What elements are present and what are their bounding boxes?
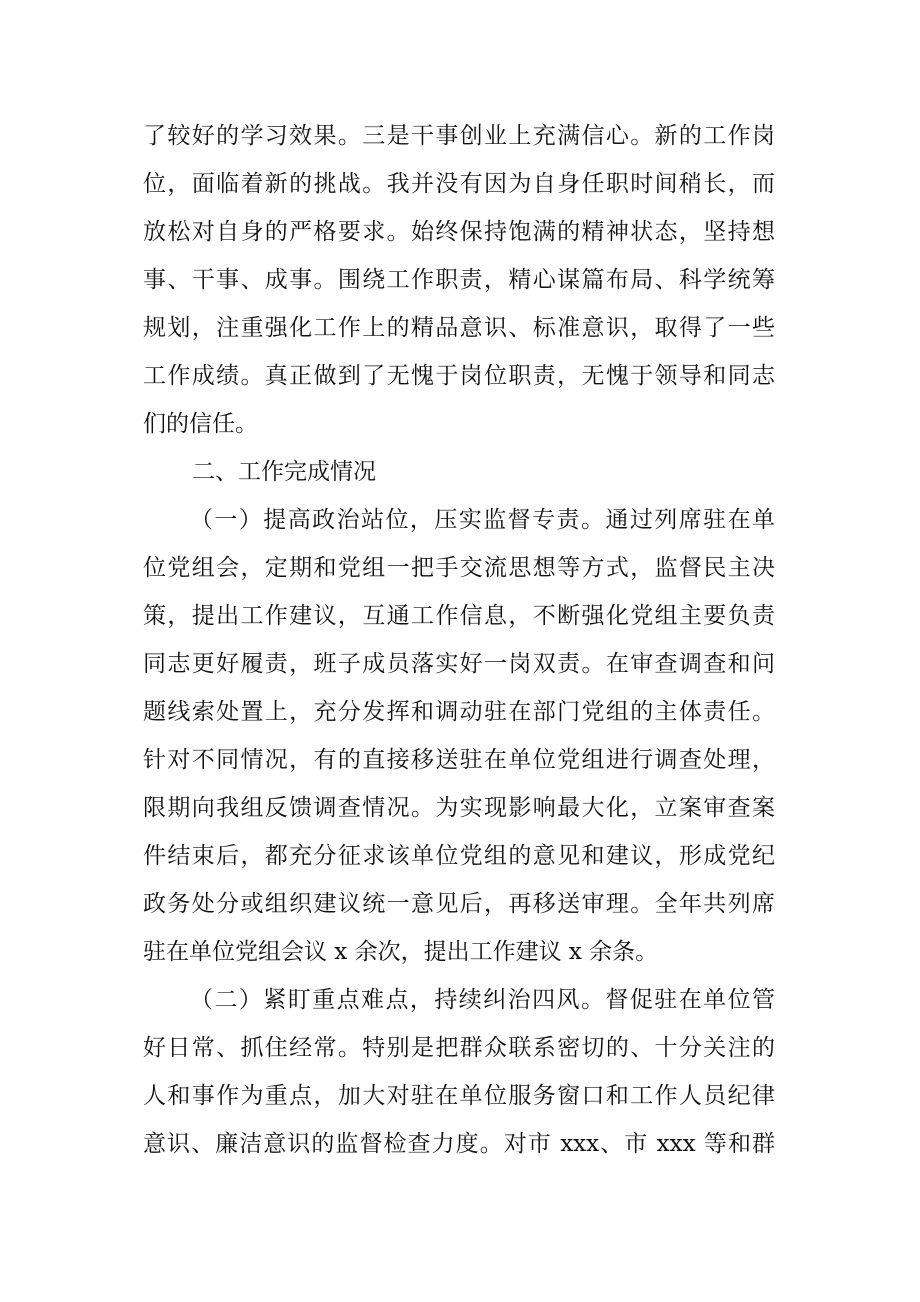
text-line: 事、干事、成事。围绕工作职责，精心谋篇布局、科学统筹 — [143, 267, 775, 293]
text-line: 人和事作为重点，加大对驻在单位服务窗口和工作人员纪律 — [143, 1083, 775, 1109]
text-line: 们的信任。 — [143, 411, 258, 437]
text-line: 针对不同情况，有的直接移送驻在单位党组进行调查处理， — [143, 747, 775, 773]
text-line: 位党组会，定期和党组一把手交流思想等方式，监督民主决 — [143, 555, 775, 581]
text-line: 题线索处置上，充分发挥和调动驻在部门党组的主体责任。 — [143, 699, 775, 725]
section-heading: 二、工作完成情况 — [192, 459, 376, 485]
text-line: 好日常、抓住经常。特别是把群众联系密切的、十分关注的 — [143, 1035, 775, 1061]
text-line: 限期向我组反馈调查情况。为实现影响最大化，立案审查案 — [143, 795, 775, 821]
text-line: 驻在单位党组会议 x 余次，提出工作建议 x 余条。 — [143, 939, 659, 965]
text-line: 同志更好履责，班子成员落实好一岗双责。在审查调查和问 — [143, 651, 775, 677]
paragraph-first-line: （一）提高政治站位，压实监督专责。通过列席驻在单 — [190, 507, 775, 533]
text-line: 策，提出工作建议，互通工作信息，不断强化党组主要负责 — [143, 603, 775, 629]
text-line: 了较好的学习效果。三是干事创业上充满信心。新的工作岗 — [143, 123, 775, 149]
text-line: 位，面临着新的挑战。我并没有因为自身任职时间稍长，而 — [143, 171, 775, 197]
text-line: 工作成绩。真正做到了无愧于岗位职责，无愧于领导和同志 — [143, 363, 775, 389]
text-line: 意识、廉洁意识的监督检查力度。对市 xxx、市 xxx 等和群 — [143, 1131, 775, 1157]
text-line: 件结束后，都充分征求该单位党组的意见和建议，形成党纪 — [143, 843, 775, 869]
text-line: 放松对自身的严格要求。始终保持饱满的精神状态，坚持想 — [143, 219, 775, 245]
text-line: 政务处分或组织建议统一意见后，再移送审理。全年共列席 — [143, 891, 775, 917]
text-line: 规划，注重强化工作上的精品意识、标准意识，取得了一些 — [143, 315, 775, 341]
paragraph-first-line: （二）紧盯重点难点，持续纠治四风。督促驻在单位管 — [190, 987, 775, 1013]
